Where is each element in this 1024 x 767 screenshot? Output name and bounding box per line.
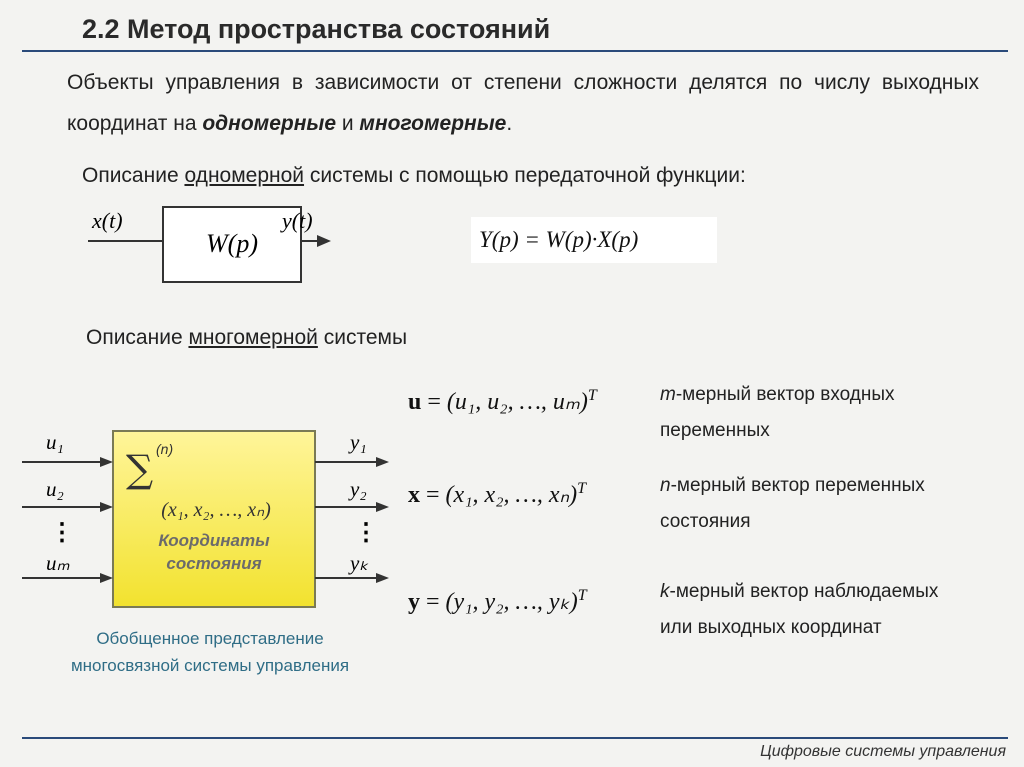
- intro-paragraph: [67, 62, 979, 144]
- vector-u-symbol: u: [408, 389, 422, 415]
- output-arrow-head: [317, 235, 331, 247]
- vector-x-formula: x = (x₁, x₂, …, xₙ)$^T$: [408, 480, 586, 508]
- caption-line1: Обобщенное представление: [96, 629, 324, 648]
- vector-y-symbol: y: [408, 589, 420, 615]
- term-multi-dimensional: многомерные: [359, 112, 507, 135]
- single-block-diagram: [60, 195, 360, 290]
- sum-superscript: (n): [156, 441, 174, 457]
- input-um: uₘ: [46, 551, 70, 575]
- output-yk: yₖ: [350, 551, 369, 575]
- footer-divider: [22, 737, 1008, 739]
- single-prefix: Описание: [82, 164, 185, 187]
- vector-u-description: m-мерный вектор входных переменных: [660, 384, 895, 441]
- multi-prefix: Описание: [86, 326, 189, 349]
- transfer-formula: Y(p) = W(p)·X(p): [479, 227, 639, 252]
- vector-x-body: (x₁, x₂, …, xₙ): [445, 482, 578, 508]
- title-divider: [22, 50, 1008, 52]
- input-label: x(t): [92, 208, 123, 233]
- vector-x-description: n-мерный вектор переменных состояния: [660, 475, 925, 532]
- state-label-line2: состояния: [166, 554, 262, 573]
- state-label-line1: Координаты: [158, 531, 270, 550]
- output-ellipsis: ⋮: [354, 520, 378, 546]
- input-u2: u₂: [46, 477, 64, 501]
- output-y1: y₁: [350, 430, 367, 454]
- input-u1: u₁: [46, 430, 64, 454]
- vector-y-formula: y = (y₁, y₂, …, yₖ)$^T$: [408, 587, 587, 615]
- output-y2: y₂: [350, 477, 367, 501]
- vector-y-description: k-мерный вектор наблюдаемых или выходных координат: [660, 581, 939, 638]
- intro-end: .: [506, 112, 513, 135]
- multi-block-diagram: [10, 420, 390, 620]
- intro-conjunction: и: [336, 112, 360, 135]
- vector-u-formula: u = (u₁, u₂, …, uₘ)$^T$: [408, 387, 597, 415]
- sum-symbol: ∑: [126, 447, 154, 491]
- term-one-dimensional: одномерные: [202, 112, 337, 135]
- intro-text: Объекты управления в зависимости от степени сложности делятся по числу выходных координат на: [67, 71, 979, 135]
- single-system-heading: [82, 155, 746, 196]
- transfer-formula-box: [471, 217, 717, 263]
- slide-title: 2.2 Метод пространства состояний: [82, 14, 551, 44]
- single-suffix: системы с помощью передаточной функции:: [304, 164, 746, 187]
- block-label: W(p): [206, 229, 258, 258]
- output-label: y(t): [282, 208, 313, 233]
- vector-y-body: (y₁, y₂, …, yₖ): [445, 589, 578, 615]
- vector-x-symbol: x: [408, 482, 420, 508]
- diagram-caption: [40, 625, 380, 679]
- caption-line2: многосвязной системы управления: [70, 656, 350, 675]
- vector-u-body: (u₁, u₂, …, uₘ): [446, 389, 588, 415]
- state-tuple: (x₁, x₂, …, xₙ): [161, 499, 271, 521]
- footer-text: Цифровые системы управления: [760, 743, 1006, 760]
- multi-system-heading: [86, 317, 407, 358]
- single-underlined: одномерной: [184, 164, 305, 187]
- multi-suffix: системы: [317, 326, 408, 349]
- input-ellipsis: ⋮: [50, 520, 74, 546]
- multi-underlined: многомерной: [188, 326, 318, 349]
